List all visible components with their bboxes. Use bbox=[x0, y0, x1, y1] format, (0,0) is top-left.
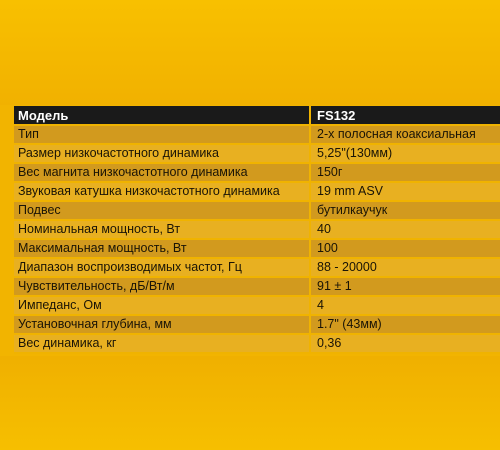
background-top bbox=[0, 0, 500, 105]
row-label: Вес динамика, кг bbox=[14, 334, 310, 353]
row-value: 0,36 bbox=[310, 334, 500, 353]
row-value: 2-х полосная коаксиальная bbox=[310, 125, 500, 144]
table-row bbox=[14, 125, 500, 144]
row-value: 88 - 20000 bbox=[310, 258, 500, 277]
table-row bbox=[14, 258, 500, 277]
row-value: бутилкаучук bbox=[310, 201, 500, 220]
table-header-row bbox=[14, 106, 500, 125]
row-label: Тип bbox=[14, 125, 310, 144]
row-value: 5,25"(130мм) bbox=[310, 144, 500, 163]
row-value: 19 mm ASV bbox=[310, 182, 500, 201]
table-row bbox=[14, 182, 500, 201]
row-value: 1.7" (43мм) bbox=[310, 315, 500, 334]
row-value: 4 bbox=[310, 296, 500, 315]
header-model-value: FS132 bbox=[310, 106, 500, 125]
row-label: Импеданс, Ом bbox=[14, 296, 310, 315]
table-row bbox=[14, 220, 500, 239]
row-label: Размер низкочастотного динамика bbox=[14, 144, 310, 163]
background-bottom bbox=[0, 356, 500, 450]
row-label: Максимальная мощность, Вт bbox=[14, 239, 310, 258]
row-label: Подвес bbox=[14, 201, 310, 220]
table-row bbox=[14, 277, 500, 296]
row-value: 40 bbox=[310, 220, 500, 239]
row-value: 91 ± 1 bbox=[310, 277, 500, 296]
row-label: Номинальная мощность, Вт bbox=[14, 220, 310, 239]
row-value: 100 bbox=[310, 239, 500, 258]
row-label: Диапазон воспроизводимых частот, Гц bbox=[14, 258, 310, 277]
row-label: Чувствительность, дБ/Вт/м bbox=[14, 277, 310, 296]
table-row bbox=[14, 296, 500, 315]
table-row bbox=[14, 144, 500, 163]
row-label: Вес магнита низкочастотного динамика bbox=[14, 163, 310, 182]
row-value: 150г bbox=[310, 163, 500, 182]
row-label: Установочная глубина, мм bbox=[14, 315, 310, 334]
table-row bbox=[14, 239, 500, 258]
table-row bbox=[14, 163, 500, 182]
row-label: Звуковая катушка низкочастотного динамика bbox=[14, 182, 310, 201]
table-row bbox=[14, 315, 500, 334]
header-label: Модель bbox=[14, 106, 310, 125]
spec-table bbox=[14, 106, 500, 354]
table-row bbox=[14, 334, 500, 353]
table-row bbox=[14, 201, 500, 220]
